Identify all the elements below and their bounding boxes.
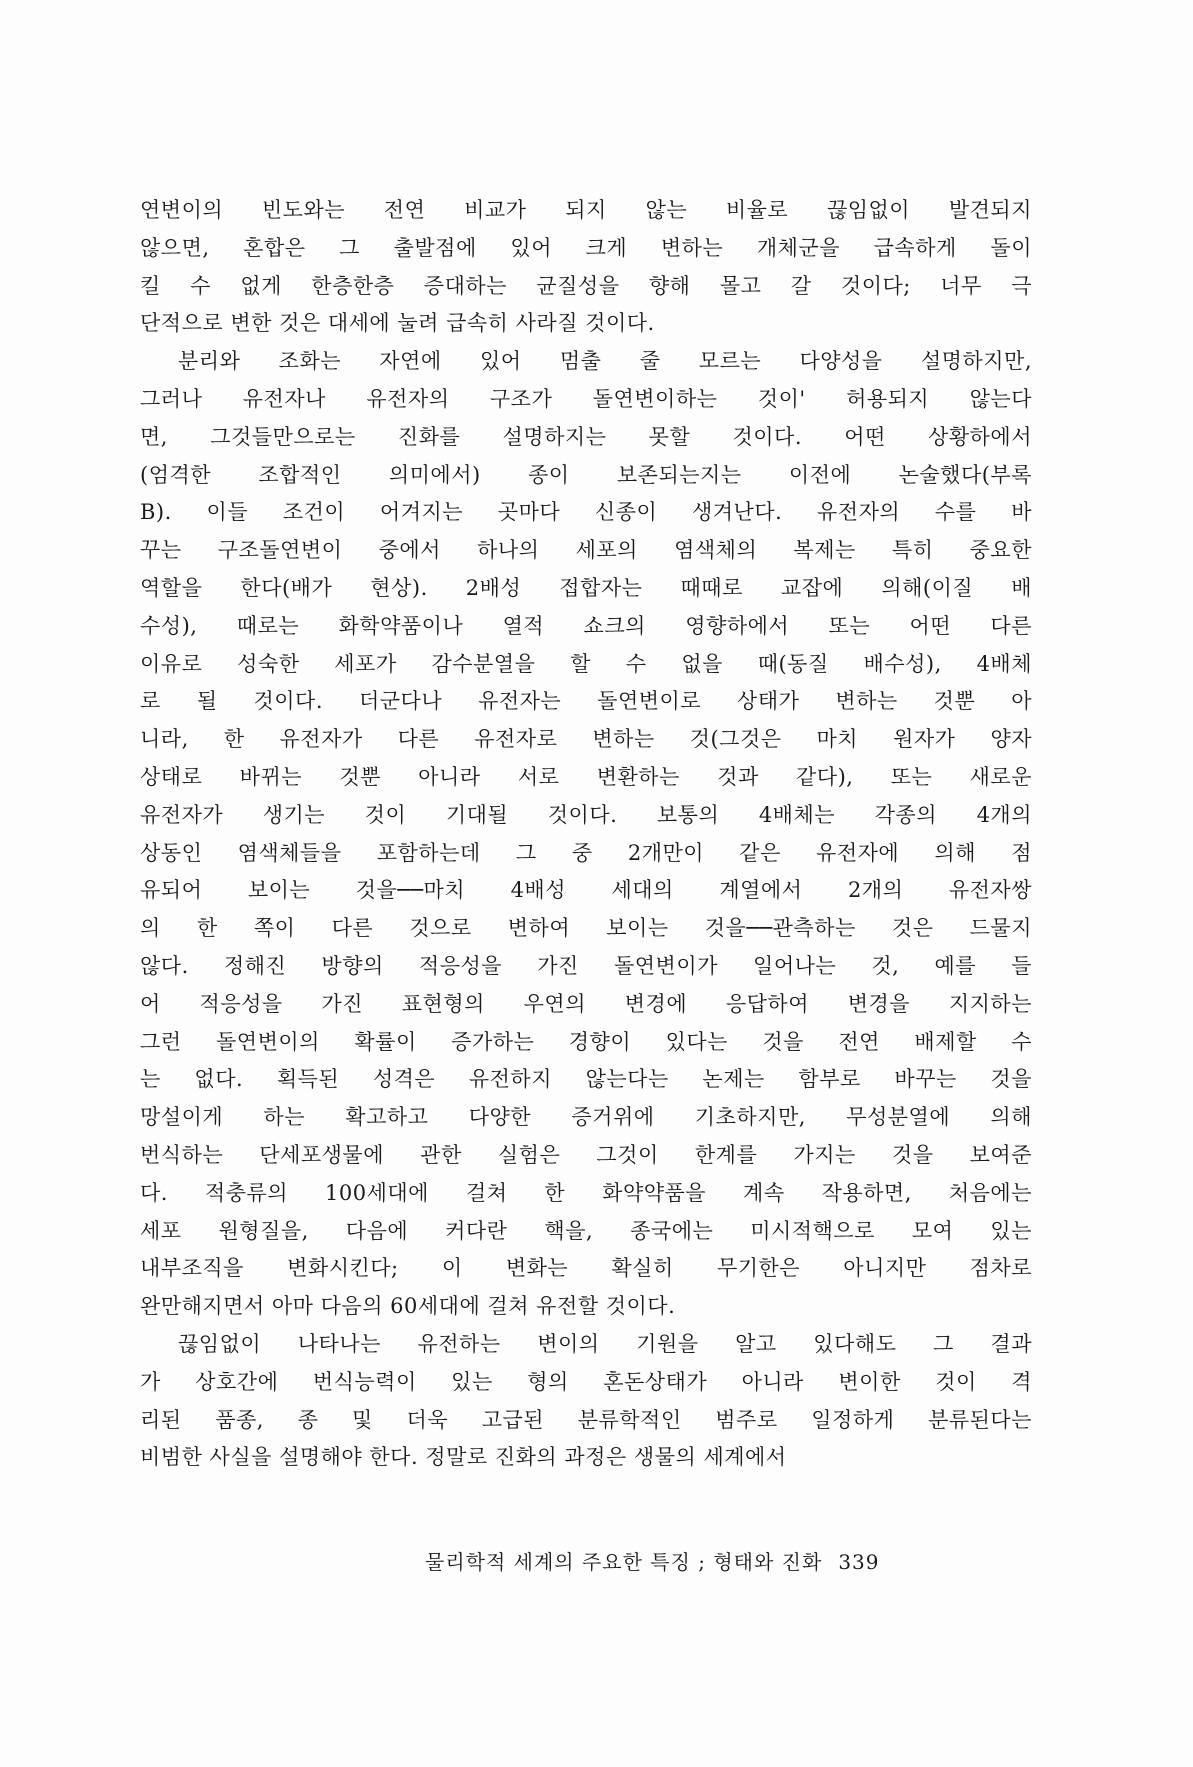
paragraph [140, 343, 1032, 1326]
running-title: 물리학적 세계의 주요한 특징 ; 형태와 진화 [425, 1550, 823, 1574]
text-line: 가 상호간에 번식능력이 있는 형의 혼돈상태가 아니라 변이한 것이 격 [140, 1369, 1032, 1394]
text-line: 유되어 보이는 것을──마치 4배성 세대의 계열에서 2개의 유전자쌍 [140, 878, 1032, 903]
text-line: 분리와 조화는 자연에 있어 멈출 줄 모르는 다양성을 설명하지만, [178, 349, 1032, 374]
text-line: 어 적응성을 가진 표현형의 우연의 변경에 응답하여 변경을 지지하는 [140, 991, 1032, 1016]
text-line: 연변이의 빈도와는 전연 비교가 되지 않는 비율로 끊임없이 발견되지 [140, 198, 1032, 222]
text-line: 번식하는 단세포생물에 관한 실험은 그것이 한계를 가지는 것을 보여준 [140, 1142, 1032, 1167]
body-text [140, 192, 1032, 1477]
text-line: 상동인 염색체들을 포함하는데 그 중 2개만이 같은 유전자에 의해 점 [140, 840, 1032, 865]
text-line: 않다. 정해진 방향의 적응성을 가진 돌연변이가 일어나는 것, 예를 들 [140, 953, 1032, 978]
text-line: 수성), 때로는 화학약품이나 열적 쇼크의 영향하에서 또는 어떤 다른 [140, 613, 1032, 638]
text-line: 역할을 한다(배가 현상). 2배성 접합자는 때때로 교잡에 의해(이질 배 [140, 575, 1032, 600]
text-line: B). 이들 조건이 어겨지는 곳마다 신종이 생겨난다. 유전자의 수를 바 [140, 500, 1032, 525]
text-line: 상태로 바뀌는 것뿐 아니라 서로 변환하는 것과 같다), 또는 새로운 [140, 764, 1032, 789]
text-line: 내부조직을 변화시킨다; 이 변화는 확실히 무기한은 아니지만 점차로 [140, 1256, 1032, 1281]
text-line: 의 한 쪽이 다른 것으로 변하여 보이는 것을──관측하는 것은 드물지 [140, 916, 1032, 941]
text-line: 꾸는 구조돌연변이 중에서 하나의 세포의 염색체의 복제는 특히 중요한 [140, 538, 1032, 563]
text-line: 로 될 것이다. 더군다나 유전자는 돌연변이로 상태가 변하는 것뿐 아 [140, 689, 1032, 714]
text-line: 망설이게 하는 확고하고 다양한 증거위에 기초하지만, 무성분열에 의해 [140, 1105, 1032, 1130]
text-line: 비범한 사실을 설명해야 한다. 정말로 진화의 과정은 생물의 세계에서 [140, 1445, 787, 1470]
text-line: 니라, 한 유전자가 다른 유전자로 변하는 것(그것은 마치 원자가 양자 [140, 727, 1032, 752]
text-line: 이유로 성숙한 세포가 감수분열을 할 수 없을 때(동질 배수성), 4배체 [140, 651, 1032, 676]
text-line: 유전자가 생기는 것이 기대될 것이다. 보통의 4배체는 각종의 4개의 [140, 802, 1032, 827]
paragraph [140, 1326, 1032, 1477]
text-line: 는 없다. 획득된 성격은 유전하지 않는다는 논제는 함부로 바꾸는 것을 [140, 1067, 1032, 1092]
text-line: 완만해지면서 아마 다음의 60세대에 걸쳐 유전할 것이다. [140, 1294, 676, 1319]
text-line: 그런 돌연변이의 확률이 증가하는 경향이 있다는 것을 전연 배제할 수 [140, 1029, 1032, 1054]
text-line: 그러나 유전자나 유전자의 구조가 돌연변이하는 것이' 허용되지 않는다 [140, 386, 1032, 411]
text-line: 않으면, 혼합은 그 출발점에 있어 크게 변하는 개체군을 급속하게 돌이 [140, 235, 1032, 260]
text-line: 다. 적충류의 100세대에 걸쳐 한 화약약품을 계속 작용하면, 처음에는 [140, 1180, 1032, 1205]
text-line: 리된 품종, 종 및 더욱 고급된 분류학적인 범주로 일정하게 분류된다는 [140, 1407, 1032, 1432]
paragraph [140, 192, 1032, 343]
page-number: 339 [838, 1550, 880, 1574]
page-footer [425, 1542, 995, 1582]
text-line: 세포 원형질을, 다음에 커다란 핵을, 종국에는 미시적핵으로 모여 있는 [140, 1218, 1032, 1243]
text-line: 킬 수 없게 한층한층 증대하는 균질성을 향해 몰고 갈 것이다; 너무 극 [140, 273, 1032, 298]
text-line: 끊임없이 나타나는 유전하는 변이의 기원을 알고 있다해도 그 결과 [178, 1331, 1032, 1356]
text-line: 면, 그것들만으로는 진화를 설명하지는 못할 것이다. 어떤 상황하에서 [140, 424, 1032, 449]
text-line: 단적으로 변한 것은 대세에 눌려 급속히 사라질 것이다. [140, 311, 655, 336]
text-line: (엄격한 조합적인 의미에서) 종이 보존되는지는 이전에 논술했다(부록 [140, 462, 1032, 487]
